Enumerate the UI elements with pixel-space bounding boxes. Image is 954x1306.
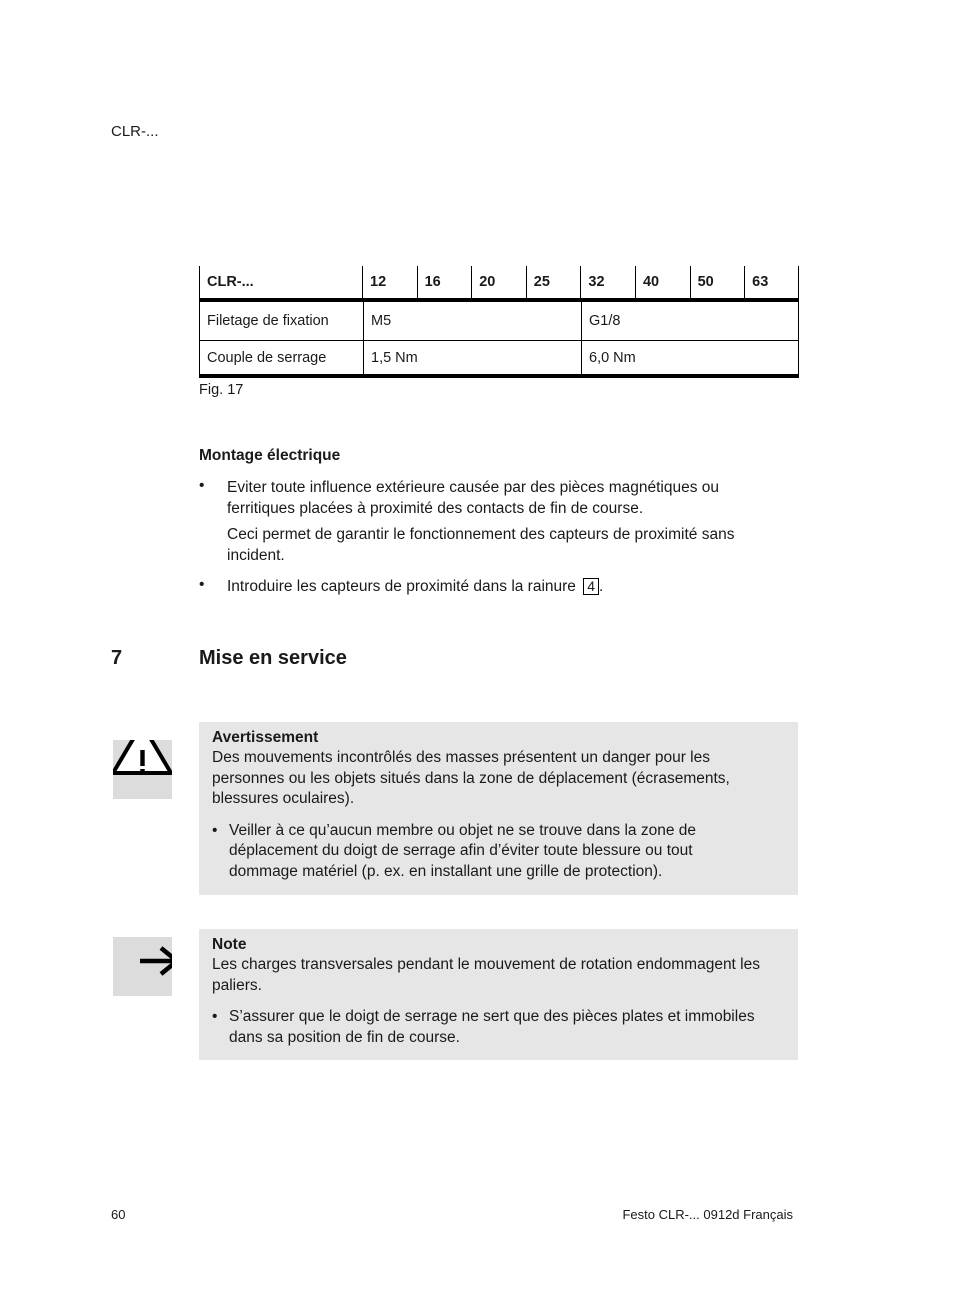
- note-title: Note: [212, 936, 247, 953]
- note-box: [199, 929, 798, 1060]
- text-line: ferritiques placées à proximité des contacts de fin de course.: [227, 500, 644, 517]
- table-cell: M5: [363, 302, 581, 340]
- warning-box: [199, 722, 798, 895]
- text-line: Des mouvements incontrôlés des masses présentent un danger pour les: [212, 749, 710, 766]
- table-header-row: [199, 266, 799, 302]
- text-line: personnes ou les objets situés dans la zone de déplacement (écrasements,: [212, 769, 730, 787]
- warning-bullet-text: [229, 821, 696, 883]
- text-line: Eviter toute influence extérieure causée par des pièces magnétiques ou: [227, 479, 719, 496]
- warning-text: [212, 748, 785, 810]
- text-line: paliers.: [212, 976, 262, 994]
- bullet-symbol: •: [212, 821, 218, 839]
- page-number: 60: [111, 1207, 126, 1222]
- table-header-size: 63: [744, 266, 799, 298]
- text-line: Les charges transversales pendant le mouvement de rotation endommagent les: [212, 956, 760, 973]
- punctuation: .: [599, 578, 604, 595]
- note-bullet: [212, 1007, 785, 1048]
- warning-triangle-icon: [113, 740, 172, 799]
- text-line: déplacement du doigt de serrage afin d’éviter toute blessure ou tout: [229, 842, 693, 859]
- section-number: 7: [111, 647, 123, 669]
- note-bullet-text: [229, 1007, 755, 1048]
- table-header-size: 16: [417, 266, 472, 298]
- note-text: [212, 955, 785, 996]
- table-header-size: 25: [526, 266, 581, 298]
- table-cell: 6,0 Nm: [581, 341, 798, 374]
- table-header-size: 12: [362, 266, 417, 298]
- table-header-size: 40: [635, 266, 690, 298]
- table-header-size: 50: [690, 266, 745, 298]
- bullet-text: [227, 477, 719, 519]
- running-header: CLR-...: [111, 123, 159, 140]
- table-header-size: 20: [471, 266, 526, 298]
- table-row: [199, 302, 799, 341]
- reference-number: 4: [583, 578, 599, 595]
- table-header-label: CLR-...: [199, 266, 362, 298]
- text-line: incident.: [227, 547, 285, 564]
- arrow-right-icon: [113, 937, 172, 996]
- text-line: Introduire les capteurs de proximité dans la rainure: [227, 578, 576, 595]
- table-cell: 1,5 Nm: [363, 341, 581, 374]
- warning-icon-box: [113, 740, 172, 799]
- bullet-symbol: •: [199, 576, 205, 593]
- text-line: dans sa position de fin de course.: [229, 1028, 460, 1046]
- text-line: Ceci permet de garantir le fonctionnement des capteurs de proximité sans: [227, 526, 735, 543]
- text-line: dommage matériel (p. ex. en installant une grille de protection).: [229, 862, 663, 880]
- bullet-symbol: •: [212, 1008, 218, 1025]
- table-row-label: Couple de serrage: [207, 349, 327, 366]
- note-icon-box: [113, 937, 172, 996]
- document-reference: Festo CLR-... 0912d Français: [622, 1207, 793, 1222]
- text-line: Veiller à ce qu’aucun membre ou objet ne se trouve dans la zone de: [229, 821, 697, 839]
- table-row-label: Filetage de fixation: [207, 313, 329, 329]
- subsection-heading: Montage électrique: [199, 447, 341, 464]
- specs-table: [199, 266, 799, 378]
- text-line: blessures oculaires).: [212, 790, 355, 807]
- warning-title: Avertissement: [212, 729, 319, 746]
- table-row: [199, 341, 799, 378]
- bullet-symbol: •: [199, 477, 205, 494]
- table-cell: G1/8: [581, 302, 798, 340]
- bullet-note: [227, 524, 734, 566]
- warning-bullet: [212, 821, 785, 883]
- figure-caption: Fig. 17: [199, 382, 244, 398]
- table-header-size: 32: [580, 266, 635, 298]
- text-line: S’assurer que le doigt de serrage ne sert que des pièces plates et immobiles: [229, 1008, 755, 1025]
- bullet-text: [227, 576, 603, 597]
- section-title: Mise en service: [199, 647, 347, 669]
